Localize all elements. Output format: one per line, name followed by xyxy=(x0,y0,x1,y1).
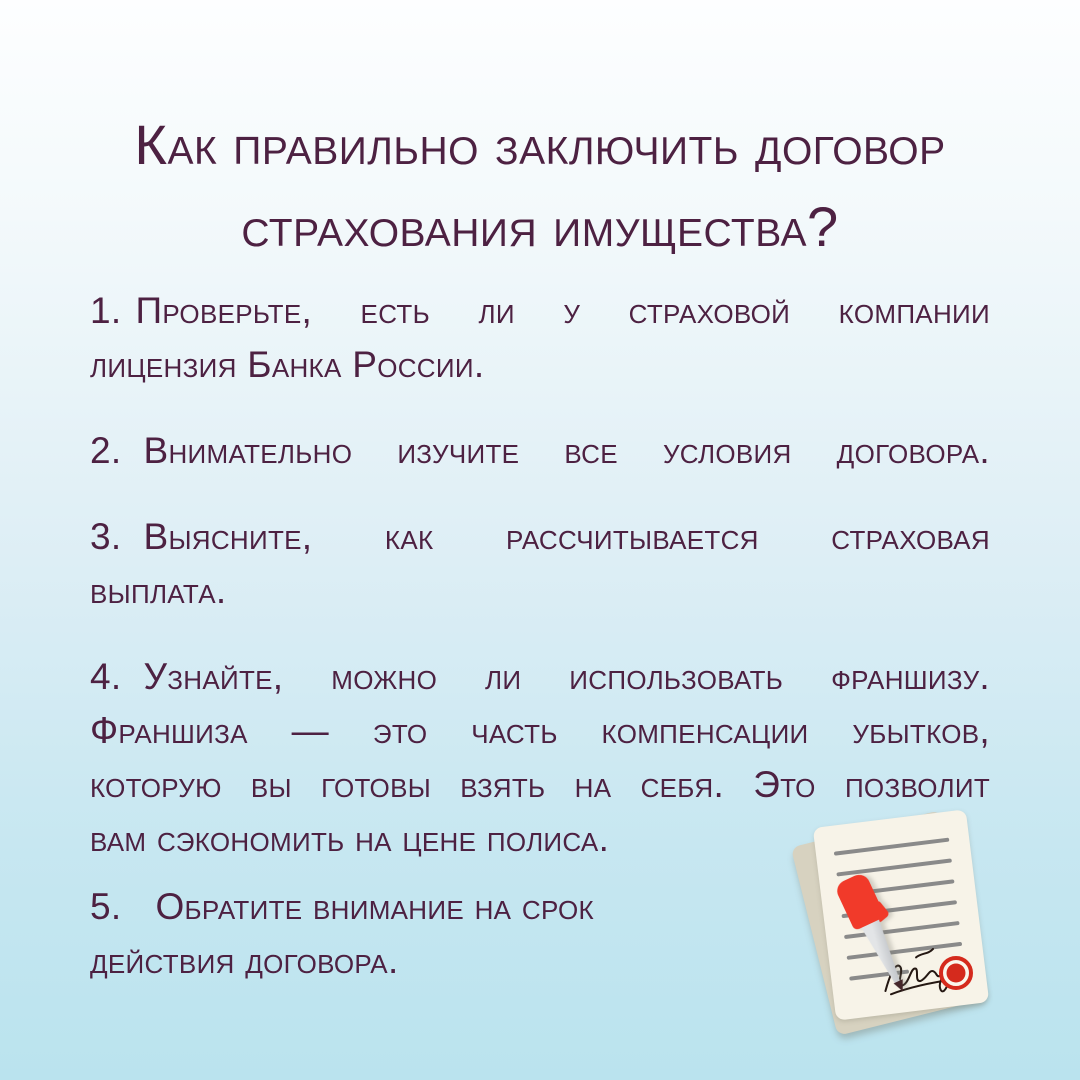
pen-tip xyxy=(894,979,908,993)
list-item-line xyxy=(90,284,990,338)
list-item-3 xyxy=(90,510,990,618)
list-item-line: вам сэкономить на цене полиса. xyxy=(90,818,610,859)
seal-stamp-icon xyxy=(939,956,973,990)
list-item-line: выплата. xyxy=(90,570,227,611)
list-item-line xyxy=(90,424,990,478)
item-text: Узнайте, можно ли использовать франшизу. xyxy=(143,656,990,697)
list-item-line: действия договора. xyxy=(90,940,399,981)
list-item-line: Франшиза — это часть компенсации убытков, xyxy=(90,710,990,751)
item-number: 5. xyxy=(90,886,122,927)
item-number: 3. xyxy=(90,516,122,557)
page-title xyxy=(50,104,1030,268)
contract-illustration xyxy=(788,798,1028,1038)
list-item-line: которую вы готовы взять на себя. Это позволит xyxy=(90,764,990,805)
page-title-line-2: страхования имущества? xyxy=(241,195,839,258)
item-text: Проверьте, есть ли у страховой компании xyxy=(135,290,990,331)
item-number: 1. xyxy=(90,290,122,331)
document-text-line xyxy=(834,838,950,856)
document-text-line xyxy=(836,858,952,876)
list-item-2 xyxy=(90,424,990,478)
item-text: Внимательно изучите все условия договора. xyxy=(143,430,990,471)
page-title-line-1: Как правильно заключить договор xyxy=(134,113,946,176)
seal-stamp-center xyxy=(947,964,966,983)
list-item-line xyxy=(90,510,990,564)
list-item-1 xyxy=(90,284,990,392)
item-text: Обратите внимание на срок xyxy=(155,886,595,927)
item-text: Выясните, как рассчитывается страховая xyxy=(143,516,990,557)
list-item-line: лицензия Банка России. xyxy=(90,344,485,385)
list-item-line xyxy=(90,650,990,704)
item-number: 4. xyxy=(90,656,122,697)
item-number: 2. xyxy=(90,430,122,471)
